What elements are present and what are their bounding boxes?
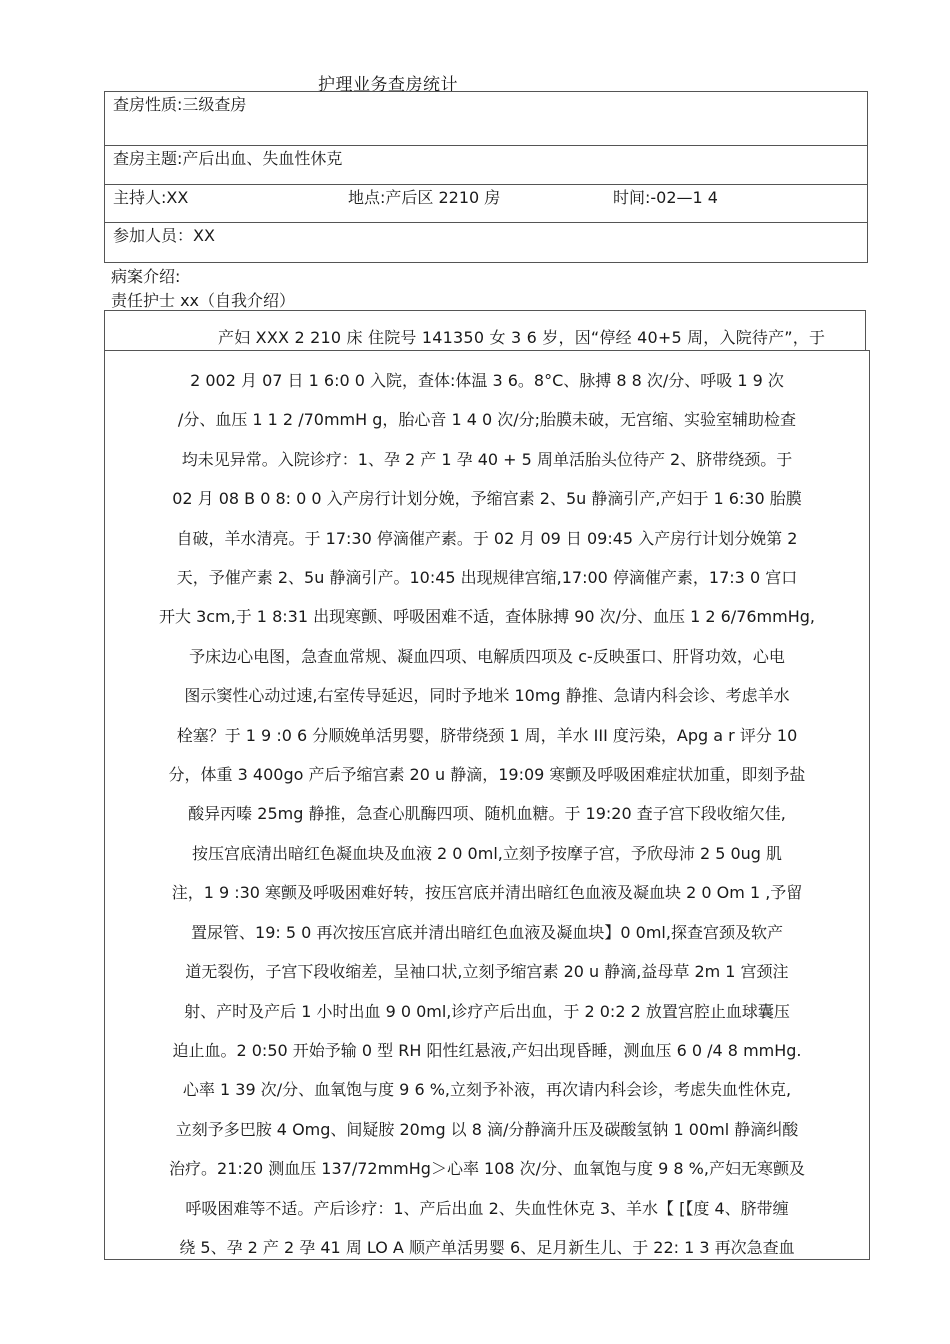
case-line: 图示窦性心动过速,右室传导延迟，同时予地米 10mg 静推、急请内科会诊、考虑羊水 [184,686,790,706]
case-line: 呼吸困难等不适。产后诊疗：1、产后出血 2、失血性休克 3、羊水【 [【度 4、脐带缠 [185,1198,789,1218]
case-line: /分、血压 1 1 2 /70mmH g，胎心音 1 4 0 次/分;胎膜未破，无宫缩、实验室辅助检查 [177,410,797,430]
case-line: 均未见异常。入院诊疗：1、孕 2 产 1 孕 40 + 5 周单活胎头位待产 2、脐带绕颈。于 [181,449,793,469]
case-line: 绕 5、孕 2 产 2 孕 41 周 LO A 顺产单活男婴 6、足月新生儿、于 22: 1 3 再次急查血 [179,1237,795,1257]
case-line: 迫止血。2 0:50 开始予输 0 型 RH 阳性红悬液,产妇出现昏睡，测血压 6 0 /4 8 mmHg. [172,1040,802,1060]
case-line: 按压宫底清出暗红色凝血块及血液 2 0 0ml,立刻予按摩子宫，予欣母沛 2 5 0ug 肌 [191,843,783,863]
rounds-time: 时间:-02—1 4 [613,188,718,207]
rounds-participants: 参加人员：XX [105,223,868,263]
participants-row [105,223,868,263]
host-location-time-row [105,185,868,223]
case-first-line-box [104,310,866,351]
rounds-info-table [104,91,868,263]
case-line: 开大 3cm,于 1 8:31 出现寒颤、呼吸困难不适，查体脉搏 90 次/分、血压 1 2 6/76mmHg, [158,607,816,627]
rounds-location: 地点:产后区 2210 房 [348,188,501,207]
page-title: 护理业务查房统计 [318,75,458,95]
nature-row [105,92,868,146]
case-line: 分，体重 3 400go 产后予缩宫素 20 u 静滴，19:09 寒颤及呼吸困难症状加重，即刻予盐 [168,765,806,785]
rounds-nature: 查房性质:三级查房 [105,92,868,146]
case-line: 天，予催产素 2、5u 静滴引产。10:45 出现规律宫缩,17:00 停滴催产素，17:3 0 宫口 [176,568,798,588]
case-line: 置尿管、19: 5 0 再次按压宫底并清出暗红色血液及凝血块】0 0ml,探查宫颈及软产 [191,922,783,942]
case-line: 栓塞？于 1 9 :0 6 分顺娩单活男婴，脐带绕颈 1 周，羊水 III 度污染，Apg a r 评分 10 [176,725,798,745]
case-description-box [104,350,870,1260]
case-line: 2 002 月 07 日 1 6:0 0 入院，查体:体温 3 6。8°C、脉搏 8 8 次/分、呼吸 1 9 次 [190,371,784,390]
case-line: 立刻予多巴胺 4 Omg、间疑胺 20mg 以 8 滴/分静滴升压及碳酸氢钠 1 00ml 静滴纠酸 [175,1119,799,1139]
case-intro-label: 病案介绍: [111,267,181,286]
case-line: 注，1 9 :30 寒颤及呼吸困难好转，按压宫底并清出暗红色血液及凝血块 2 0 Om 1 ,予留 [171,883,803,903]
case-line: 射、产时及产后 1 小时出血 9 0 0ml,诊疗产后出血，于 2 0:2 2 放置宫腔止血球囊压 [184,1001,790,1021]
case-line: 心率 1 39 次/分、血氧饱与度 9 6 %,立刻予补液，再次请内科会诊，考虑失血性休克, [182,1080,792,1100]
case-line: 02 月 08 B 0 8: 0 0 入产房行计划分娩，予缩宫素 2、5u 静滴引产,产妇于 1 6:30 胎膜 [172,489,802,509]
rounds-topic: 查房主题:产后出血、失血性休克 [105,146,868,185]
topic-row [105,146,868,185]
case-first-line: 产妇 XXX 2 210 床 住院号 141350 女 3 6 岁，因“停经 40+5 周，入院待产”，于 [218,328,826,347]
case-line: 治疗。21:20 测血压 137/72mmHg＞心率 108 次/分、血氧饱与度 9 8 %,产妇无寒颤及 [169,1159,805,1179]
case-line: 酸异丙嗪 25mg 静推，急查心肌酶四项、随机血糖。于 19:20 査子宫下段收缩欠佳, [188,804,786,824]
nurse-intro-label: 责任护士 xx（自我介绍） [111,291,296,310]
case-line: 道无裂伤，子宫下段收缩差，呈袖口状,立刻予缩宫素 20 u 静滴,益母草 2m 1 宫颈注 [185,962,789,982]
case-line: 自破，羊水清亮。于 17:30 停滴催产素。于 02 月 09 日 09:45 入产房行计划分娩第 2 [176,528,798,548]
rounds-host: 主持人:XX [113,188,189,207]
case-line: 予床边心电图，急查血常规、凝血四项、电解质四项及 c-反映蛋口、肝肾功效，心电 [189,646,785,666]
case-description [105,361,869,1267]
